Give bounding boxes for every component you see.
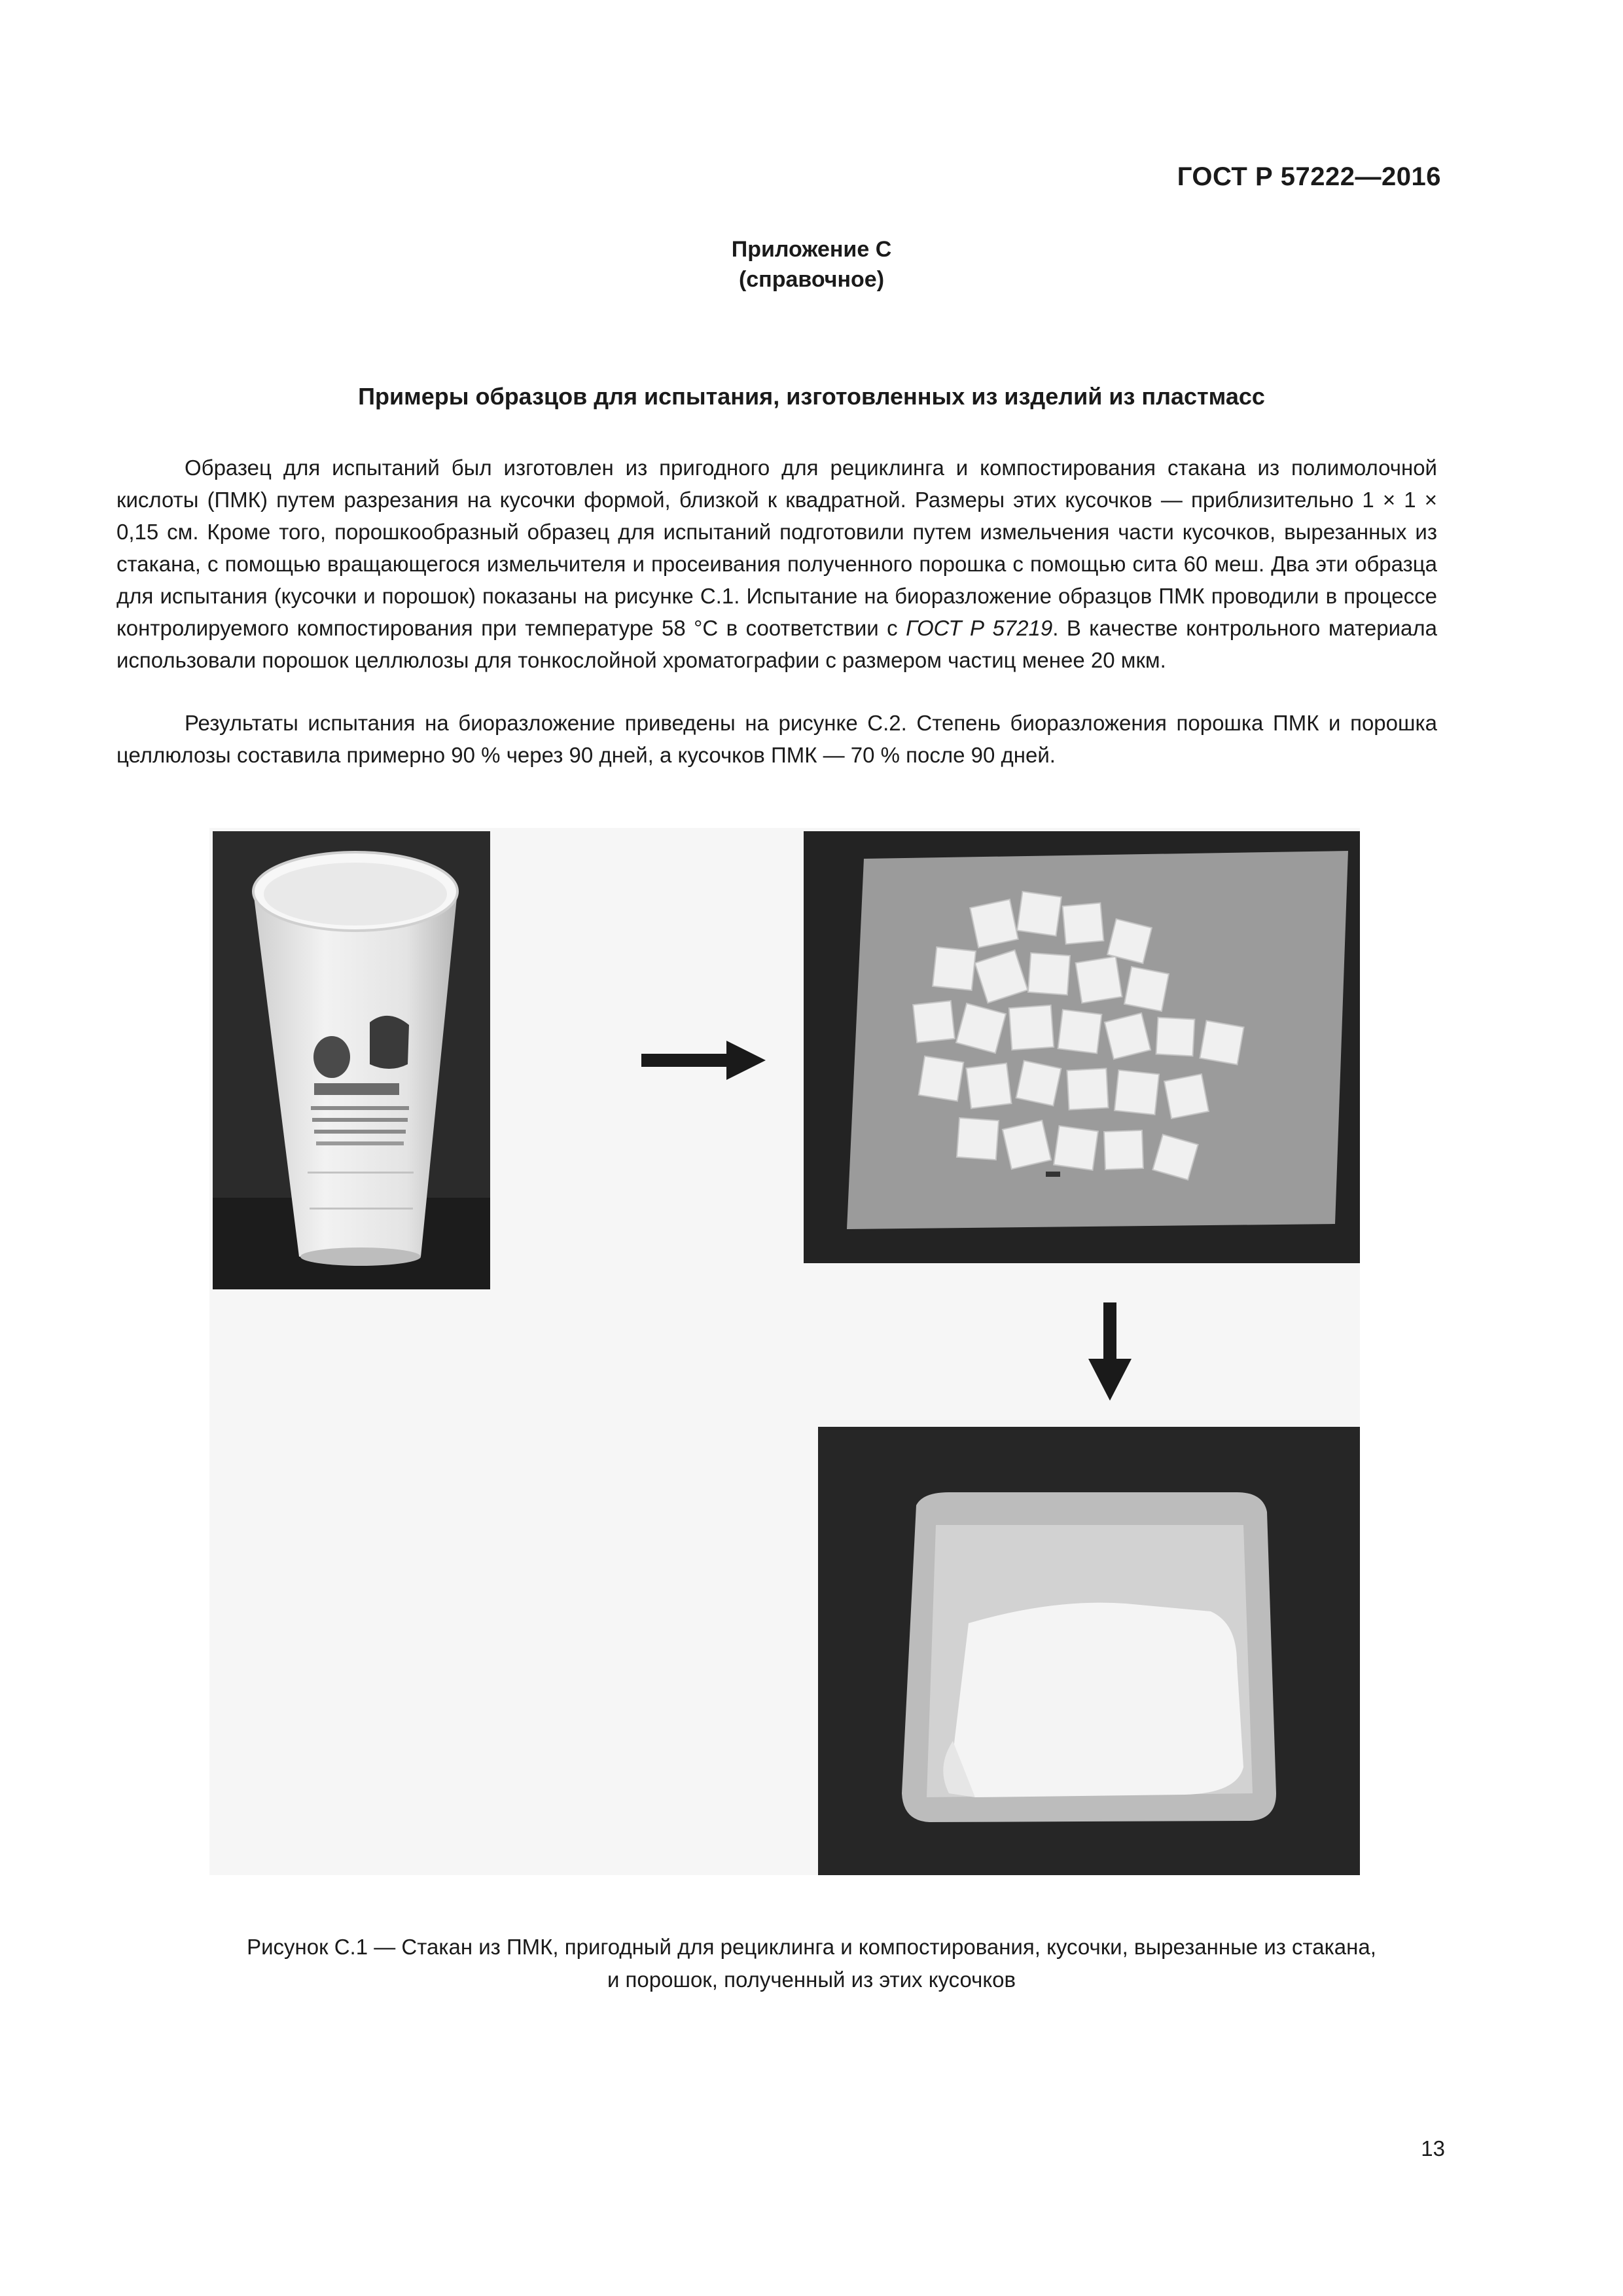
standard-number: ГОСТ Р 57222—2016 xyxy=(1177,162,1441,191)
arrow-right-icon xyxy=(641,1041,766,1080)
pieces-photo xyxy=(804,831,1360,1263)
figure-c1 xyxy=(209,828,1360,1875)
paragraph-1-text-a: Образец для испытаний был изготовлен из пригодного для рециклинга и компостирования стакана из полимолочной кислоты (ПМК) путем разрезания на кусочки формой, близкой к квадратной. Размеры этих кусочков — приблизительно 1 × 1 × 0,15 см. Кроме того, порошкообразный образец для испытаний подготовили путем измельчения части кусочков, вырезанных из стакана, с помощью вращающегося измельчителя и просеивания полученного порошка с помощью сита 60 меш. Два эти образца для испытания (кусочки и порошок) показаны на рисунке С.1. Испытание на биоразложение образцов ПМК проводили в процессе контролируемого компостирования при температуре 58 °С в соответствии с xyxy=(116,456,1437,640)
annex-type: (справочное) xyxy=(738,267,885,292)
paragraph-2 xyxy=(116,707,1437,771)
cup-photo xyxy=(213,831,490,1289)
standard-reference: ГОСТ Р 57219 xyxy=(906,616,1053,640)
caption-line-1: Рисунок С.1 — Стакан из ПМК, пригодный для рециклинга и компостирования, кусочки, вырезанные из стакана, xyxy=(247,1935,1376,1959)
powder-photo xyxy=(818,1427,1360,1875)
figure-caption xyxy=(0,1931,1623,1996)
paragraph-1 xyxy=(116,452,1437,676)
paragraph-2-text: Результаты испытания на биоразложение приведены на рисунке С.2. Степень биоразложения порошка ПМК и порошка целлюлозы составила примерно 90 % через 90 дней, а кусочков ПМК — 70 % после 90 дней. xyxy=(116,711,1437,767)
page-number: 13 xyxy=(1421,2136,1445,2161)
caption-line-2: и порошок, полученный из этих кусочков xyxy=(607,1967,1016,1992)
annex-title: Приложение С xyxy=(731,237,892,262)
section-title: Примеры образцов для испытания, изготовленных из изделий из пластмасс xyxy=(358,383,1265,410)
annex-heading xyxy=(0,234,1623,295)
paragraph-1-text-b: . В качестве контрольного материала использовали порошок целлюлозы для тонкослойной хроматографии с размером частиц менее 20 мкм. xyxy=(116,616,1437,672)
arrow-down-icon xyxy=(1088,1302,1132,1401)
